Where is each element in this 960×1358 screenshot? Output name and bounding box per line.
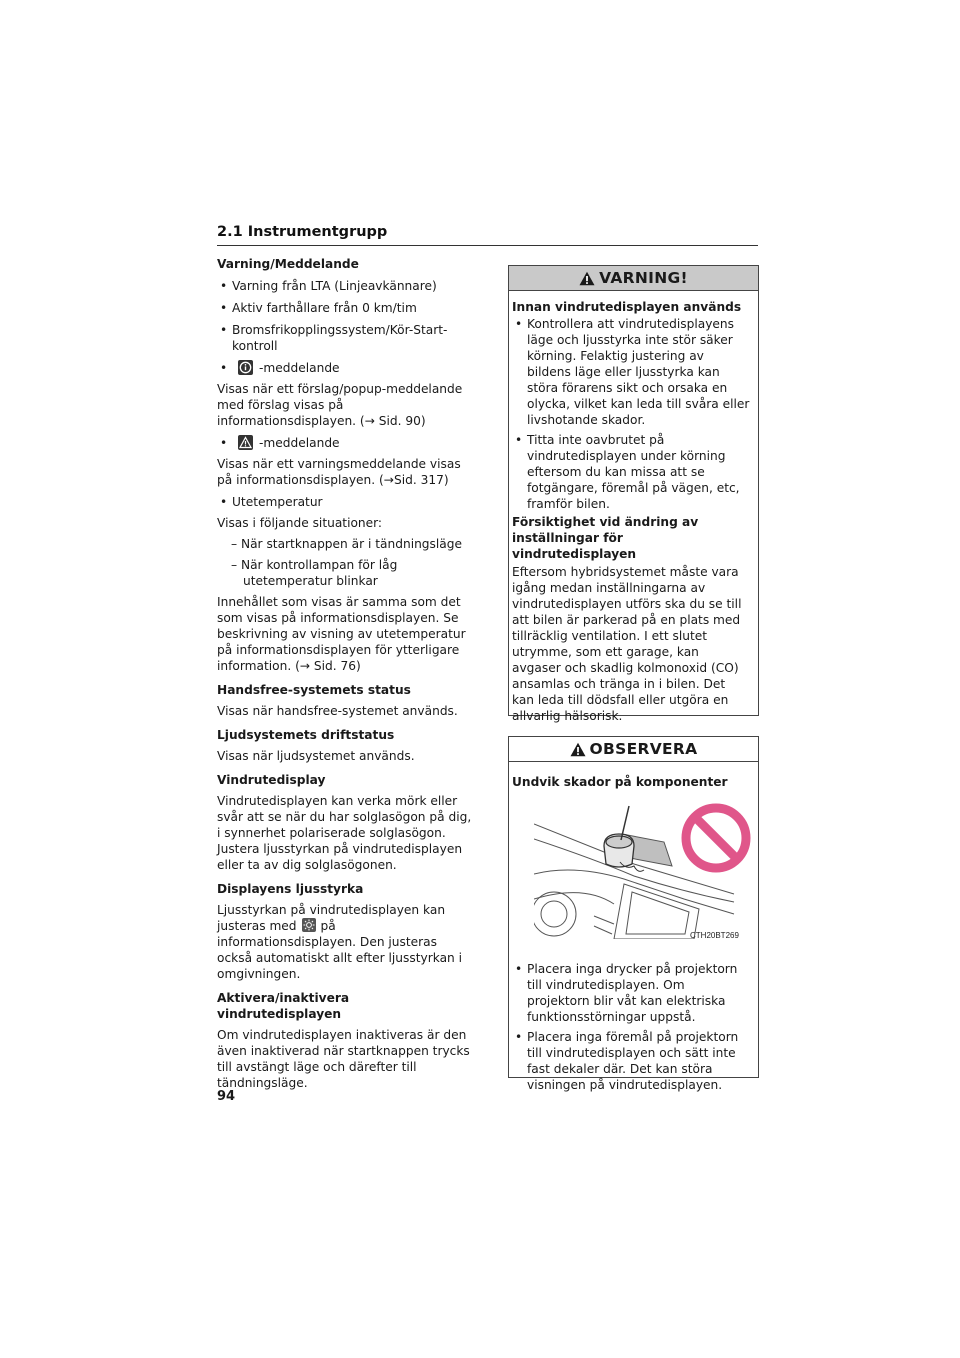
heading-brightness: Displayens ljusstyrka — [217, 882, 364, 896]
heading-before-use: Innan vindrutedisplayen används — [512, 300, 742, 314]
warning-box-title — [509, 266, 758, 291]
warning-triangle-icon — [579, 271, 595, 286]
list-item: • Bromsfrikopplingssystem/Kör-Start-kontroll — [217, 322, 472, 354]
list-item: • Kontrollera att vindrutedisplayens läge och ljusstyrka inte stör säker körning. Felaktig justering av bildens läge eller ljusstyrka kan störa förarens sikt och orsaka en olycka, vilket kan leda till svåra eller livshotande skador. — [512, 316, 750, 428]
warning-message-label: -meddelande — [259, 436, 340, 450]
brightness-pre: Ljusstyrkan på vindrutedisplayen kan justeras med — [217, 903, 446, 933]
notice-box — [508, 736, 759, 1092]
brightness-icon — [302, 918, 316, 932]
info-message-label: -meddelande — [259, 361, 340, 375]
heading-handsfree: Handsfree-systemets status — [217, 683, 411, 697]
heading-settings-caution: Försiktighet vid ändring av inställningar för vindrutedisplayen — [512, 515, 699, 561]
info-message-desc: Visas när ett förslag/popup-meddelande med förslag visas på informationsdisplayen. (→ Sid. 90) — [217, 382, 463, 428]
warning-title-text: VARNING! — [599, 269, 688, 287]
warning-box — [508, 265, 759, 723]
list-item: • Varning från LTA (Linjeavkännare) — [217, 278, 472, 294]
notice-title-text: OBSERVERA — [589, 740, 698, 758]
situation-item: – När kontrollampan för låg utetemperatur blinkar — [231, 558, 398, 588]
warning-triangle-icon — [238, 435, 253, 450]
heading-avoid-damage: Undvik skador på komponenter — [512, 775, 728, 789]
hud-desc: Vindrutedisplayen kan verka mörk eller svår att se när du har solglasögon på dig, i synnerhet polariserade solglasögon. Justera ljusstyrkan på vindrutedisplayen eller ta av dig solglasögonen. — [217, 794, 472, 872]
list-item: • Placera inga föremål på projektorn till vindrutedisplayen och sätt inte fast dekaler där. Det kan störa visningen på vindrutedisplayen. — [512, 1029, 750, 1093]
list-item-info-message — [217, 360, 472, 376]
settings-desc: Eftersom hybridsystemet måste vara igång medan inställningarna av vindrutedisplayen utförs ska du se till att bilen är parkerad på en plats med tillräcklig ventilation. I ett slutet utrymme, som ett garage, kan avgaser och skadlig kolmonoxid (CO) ansamlas och tränga in i bilen. Det kan leda till dödsfall eller utgöra en allvarlig hälsorisk. — [512, 565, 742, 723]
left-column — [217, 256, 472, 1091]
notice-box-title — [509, 737, 758, 762]
projector-illustration — [534, 804, 744, 939]
heading-audio: Ljudsystemets driftstatus — [217, 728, 395, 742]
warning-message-desc: Visas när ett varningsmeddelande visas på informationsdisplayen. (→Sid. 317) — [217, 457, 461, 487]
brightness-desc — [217, 902, 472, 982]
list-item: • Aktiv farthållare från 0 km/tim — [217, 300, 472, 316]
prohibited-icon — [680, 802, 752, 874]
illustration-code: CTH20BT269 — [690, 931, 739, 940]
list-item: • Placera inga drycker på projektorn till vindrutedisplayen. Om projektorn blir våt kan elektriska funktionsstörningar uppstå. — [512, 961, 750, 1025]
heading-toggle-hud: Aktivera/inaktivera vindrutedisplayen — [217, 991, 350, 1021]
brightness-post: på informationsdisplayen. Den justeras också automatiskt allt efter ljusstyrkan i omgivningen. — [217, 919, 463, 981]
page-number: 94 — [217, 1089, 236, 1104]
situation-item: – När startknappen är i tändningsläge — [231, 537, 462, 551]
list-item-warning-message — [217, 435, 472, 451]
toggle-desc: Om vindrutedisplayen inaktiveras är den även inaktiverad när startknappen trycks till avstängt läge och därefter till tändningsläge. — [217, 1028, 470, 1090]
list-item-outside-temp: • Utetemperatur — [217, 494, 472, 510]
content-desc: Innehållet som visas är samma som det som visas på informationsdisplayen. Se beskrivning av visning av utetemperatur på informationsdisplayen för ytterligare information. (→ Sid. 76) — [217, 595, 466, 673]
heading-hud: Vindrutedisplay — [217, 773, 326, 787]
heading-warning-message: Varning/Meddelande — [217, 257, 359, 271]
audio-desc: Visas när ljudsystemet används. — [217, 749, 415, 763]
info-icon — [238, 360, 253, 375]
list-item: • Titta inte oavbrutet på vindrutedisplayen under körning eftersom du kan missa att se fotgängare, föremål på vägen, etc, framför bilen. — [512, 432, 750, 512]
handsfree-desc: Visas när handsfree-systemet används. — [217, 704, 458, 718]
warning-triangle-icon — [570, 742, 586, 757]
situations-intro: Visas i följande situationer: — [217, 516, 383, 530]
section-title: 2.1 Instrumentgrupp — [217, 224, 758, 246]
